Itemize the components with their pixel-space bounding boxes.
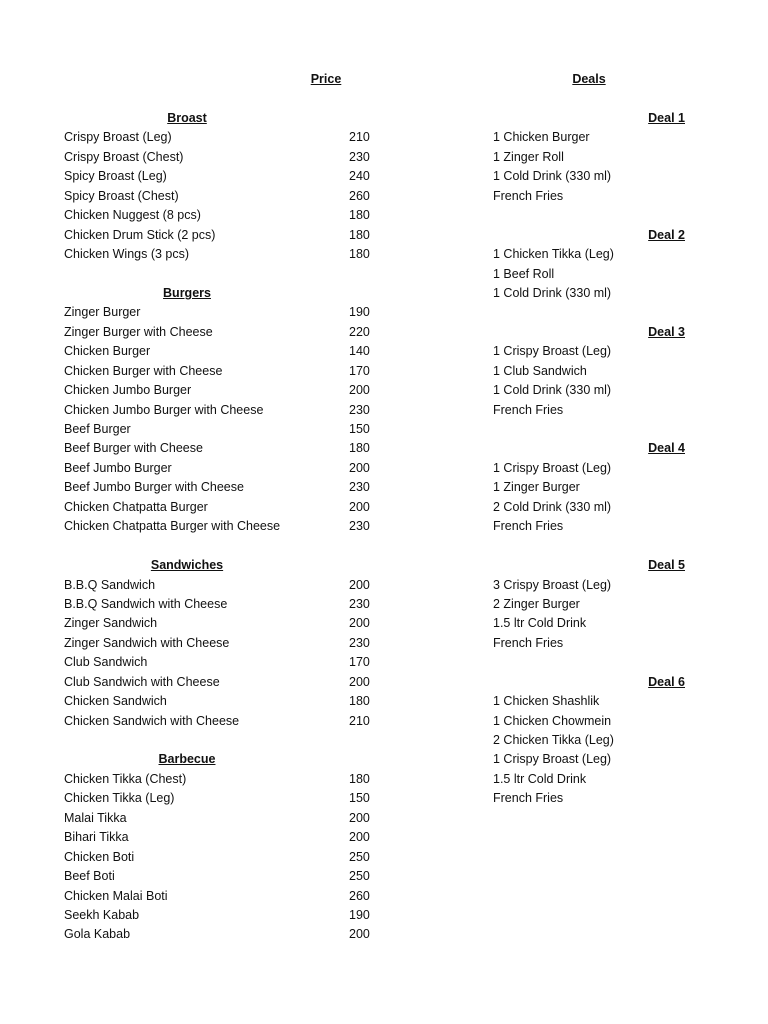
menu-item-row xyxy=(64,712,384,731)
item-price: 230 xyxy=(349,480,370,495)
menu-item-row xyxy=(64,167,384,186)
deals-column-header: Deals xyxy=(572,72,606,86)
section-title: Barbecue xyxy=(158,752,216,767)
item-name: Chicken Sandwich xyxy=(64,694,167,709)
deal-item: French Fries xyxy=(493,402,564,417)
section-title: Broast xyxy=(167,111,207,125)
item-name: Chicken Malai Boti xyxy=(64,888,168,903)
item-price: 200 xyxy=(349,383,370,398)
item-price: 230 xyxy=(349,402,370,417)
deal-item: 2 Cold Drink (330 ml) xyxy=(493,499,612,514)
menu-item-row xyxy=(64,887,384,906)
item-name: Beef Jumbo Burger xyxy=(64,460,172,475)
menu-item-row xyxy=(64,226,384,245)
item-price: 260 xyxy=(349,188,370,203)
item-name: Chicken Chatpatta Burger with Cheese xyxy=(64,519,281,534)
deal-spacer xyxy=(493,537,713,556)
menu-section xyxy=(64,284,384,537)
item-price: 140 xyxy=(349,344,370,359)
menu-section xyxy=(64,109,384,265)
menu-item-row xyxy=(64,517,384,536)
menu-item-row xyxy=(64,828,384,847)
item-price: 200 xyxy=(349,577,370,592)
item-name: Beef Boti xyxy=(64,869,115,884)
deal-item: 1 Club Sandwich xyxy=(493,363,587,378)
section-spacer xyxy=(64,265,384,284)
item-price: 200 xyxy=(349,927,370,942)
deal-block xyxy=(493,109,713,206)
item-name: Chicken Chatpatta Burger xyxy=(64,499,208,514)
menu-item-row xyxy=(64,634,384,653)
deal-block xyxy=(493,556,713,653)
menu-item-row xyxy=(64,478,384,497)
deal-item: French Fries xyxy=(493,519,564,534)
menu-item-row xyxy=(64,906,384,925)
deal-title: Deal 6 xyxy=(648,674,685,689)
deal-title: Deal 3 xyxy=(648,324,685,339)
item-price: 150 xyxy=(349,422,370,436)
deal-item: 1 Crispy Broast (Leg) xyxy=(493,752,612,767)
menu-item-row xyxy=(64,459,384,478)
item-name: Zinger Sandwich with Cheese xyxy=(64,635,230,650)
item-name: Chicken Sandwich with Cheese xyxy=(64,713,240,728)
item-price: 200 xyxy=(349,830,370,845)
deal-item: French Fries xyxy=(493,791,564,806)
deal-item: 1 Cold Drink (330 ml) xyxy=(493,169,612,184)
item-price: 210 xyxy=(349,713,370,728)
section-title: Burgers xyxy=(163,285,211,300)
item-price: 230 xyxy=(349,596,370,611)
menu-item-row xyxy=(64,595,384,614)
item-price: 180 xyxy=(349,247,370,262)
menu-item-row xyxy=(64,342,384,361)
item-price: 230 xyxy=(349,519,370,534)
deal-block xyxy=(493,439,713,536)
item-name: Chicken Wings (3 pcs) xyxy=(64,247,190,262)
menu-item-row xyxy=(64,867,384,886)
deal-item: 1 Cold Drink (330 ml) xyxy=(493,383,612,398)
item-name: Zinger Sandwich xyxy=(64,616,158,631)
menu-item-row xyxy=(64,362,384,381)
menu-item-row xyxy=(64,789,384,808)
item-price: 200 xyxy=(349,499,370,514)
menu-item-row xyxy=(64,576,384,595)
deal-item: 2 Chicken Tikka (Leg) xyxy=(493,733,614,747)
item-price: 250 xyxy=(349,849,370,864)
deal-title: Deal 2 xyxy=(648,227,685,242)
menu-item-row xyxy=(64,187,384,206)
item-price: 170 xyxy=(349,363,370,378)
deal-item: 3 Crispy Broast (Leg) xyxy=(493,577,612,592)
menu-item-row xyxy=(64,925,384,944)
item-price: 170 xyxy=(349,655,370,670)
menu-item-row xyxy=(64,614,384,633)
item-name: Club Sandwich with Cheese xyxy=(64,674,220,689)
item-price: 200 xyxy=(349,810,370,825)
menu-item-row xyxy=(64,692,384,711)
item-price: 180 xyxy=(349,441,370,456)
item-price: 250 xyxy=(349,869,370,884)
item-name: Gola Kabab xyxy=(64,927,131,942)
menu-item-row xyxy=(64,420,384,439)
menu-item-row xyxy=(64,381,384,400)
deal-item: 1 Crispy Broast (Leg) xyxy=(493,344,612,359)
menu-section xyxy=(64,556,384,731)
deal-spacer xyxy=(493,303,713,322)
item-name: Spicy Broast (Leg) xyxy=(64,169,167,184)
item-price: 180 xyxy=(349,227,370,242)
item-name: Seekh Kabab xyxy=(64,907,140,922)
item-name: Zinger Burger xyxy=(64,305,141,320)
menu-item-row xyxy=(64,770,384,789)
item-name: Chicken Jumbo Burger with Cheese xyxy=(64,402,264,417)
deal-title: Deal 5 xyxy=(648,558,685,573)
deal-item: 1 Chicken Burger xyxy=(493,130,590,145)
item-name: Chicken Boti xyxy=(64,849,135,864)
item-name: Chicken Burger xyxy=(64,344,151,359)
deal-title: Deal 4 xyxy=(648,441,685,456)
item-name: Chicken Jumbo Burger xyxy=(64,383,192,398)
item-price: 190 xyxy=(349,907,370,922)
item-name: Malai Tikka xyxy=(64,810,127,825)
section-spacer xyxy=(64,537,384,556)
deal-item: 1.5 ltr Cold Drink xyxy=(493,616,587,631)
deal-spacer xyxy=(493,420,713,439)
menu-item-row xyxy=(64,401,384,420)
section-spacer xyxy=(64,731,384,750)
item-name: Beef Burger xyxy=(64,422,131,436)
item-name: Beef Burger with Cheese xyxy=(64,441,203,456)
menu-item-row xyxy=(64,848,384,867)
item-price: 220 xyxy=(349,324,370,339)
deal-item: French Fries xyxy=(493,188,564,203)
item-price: 200 xyxy=(349,674,370,689)
item-name: Crispy Broast (Chest) xyxy=(64,149,184,164)
deal-item: 1 Beef Roll xyxy=(493,266,555,281)
deal-item: 1 Chicken Chowmein xyxy=(493,713,612,728)
deal-spacer xyxy=(493,653,713,672)
menu-item-row xyxy=(64,245,384,264)
item-price: 190 xyxy=(349,305,370,320)
menu-item-row xyxy=(64,673,384,692)
menu-item-row xyxy=(64,303,384,322)
deal-item: 1 Crispy Broast (Leg) xyxy=(493,460,612,475)
item-price: 240 xyxy=(349,169,370,184)
item-name: Chicken Burger with Cheese xyxy=(64,363,223,378)
menu-item-row xyxy=(64,439,384,458)
item-price: 200 xyxy=(349,616,370,631)
item-name: B.B.Q Sandwich xyxy=(64,577,156,592)
menu-item-row xyxy=(64,653,384,672)
deal-item: French Fries xyxy=(493,635,564,650)
deal-title: Deal 1 xyxy=(648,111,685,125)
deal-block xyxy=(493,226,713,304)
deal-block xyxy=(493,323,713,420)
menu-item-row xyxy=(64,206,384,225)
item-name: Spicy Broast (Chest) xyxy=(64,188,179,203)
item-name: Club Sandwich xyxy=(64,655,148,670)
item-name: Bihari Tikka xyxy=(64,830,129,845)
menu-item-row xyxy=(64,323,384,342)
deal-item: 1.5 ltr Cold Drink xyxy=(493,771,587,786)
deal-item: 1 Zinger Roll xyxy=(493,149,564,164)
item-name: Beef Jumbo Burger with Cheese xyxy=(64,480,244,495)
item-name: B.B.Q Sandwich with Cheese xyxy=(64,596,228,611)
deal-item: 1 Chicken Tikka (Leg) xyxy=(493,247,614,262)
item-price: 230 xyxy=(349,635,370,650)
item-name: Zinger Burger with Cheese xyxy=(64,324,213,339)
item-price: 230 xyxy=(349,149,370,164)
menu-column xyxy=(64,109,384,945)
menu-item-row xyxy=(64,128,384,147)
deal-block xyxy=(493,673,713,809)
menu-item-row xyxy=(64,498,384,517)
section-title: Sandwiches xyxy=(150,558,224,573)
item-price: 200 xyxy=(349,460,370,475)
item-name: Chicken Tikka (Chest) xyxy=(64,771,187,786)
deal-item: 1 Zinger Burger xyxy=(493,480,580,495)
menu-item-row xyxy=(64,148,384,167)
item-price: 150 xyxy=(349,791,370,806)
deals-column xyxy=(493,109,713,809)
item-name: Crispy Broast (Leg) xyxy=(64,130,172,145)
item-price: 210 xyxy=(349,130,370,145)
deal-item: 2 Zinger Burger xyxy=(493,596,580,611)
deal-item: 1 Cold Drink (330 ml) xyxy=(493,285,612,300)
item-name: Chicken Tikka (Leg) xyxy=(64,791,175,806)
item-price: 180 xyxy=(349,208,370,223)
menu-item-row xyxy=(64,809,384,828)
item-price: 180 xyxy=(349,771,370,786)
menu-section xyxy=(64,750,384,944)
item-price: 180 xyxy=(349,694,370,709)
deal-item: 1 Chicken Shashlik xyxy=(493,694,600,709)
item-name: Chicken Nuggest (8 pcs) xyxy=(64,208,201,223)
price-column-header: Price xyxy=(310,72,342,86)
item-price: 260 xyxy=(349,888,370,903)
deal-spacer xyxy=(493,206,713,225)
item-name: Chicken Drum Stick (2 pcs) xyxy=(64,227,216,242)
